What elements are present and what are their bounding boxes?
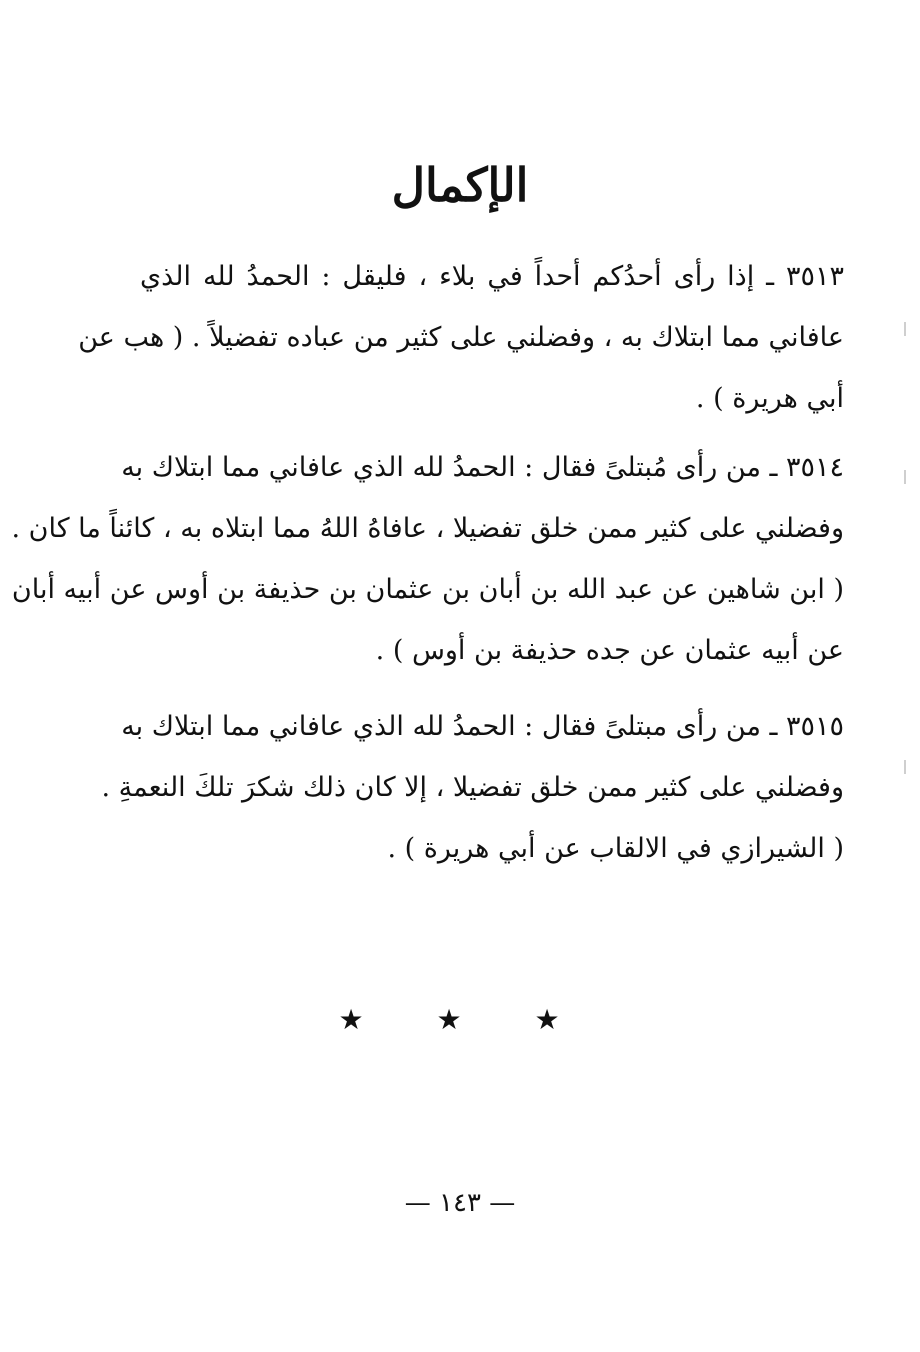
entry-line: ( ابن شاهين عن عبد الله بن أبان بن عثمان بن حذيفة بن أوس عن أبيه أبان <box>11 574 844 605</box>
hadith-entry-3513 <box>78 246 844 429</box>
entry-line: وفضلني على كثير ممن خلق تفضيلا ، عافاهُ اللهُ مما ابتلاه به ، كائناً ما كان . <box>11 513 844 544</box>
entry-line: أبي هريرة ) . <box>695 383 844 414</box>
scan-margin-mark <box>904 760 906 774</box>
entry-line: عافاني مما ابتلاك به ، وفضلني على كثير من عباده تفضيلاً . ( هب عن <box>78 322 844 353</box>
entry-line: ٣٥١٥ ـ من رأى مبتلىً فقال : الحمدُ لله الذي عافاني مما ابتلاك به <box>121 711 844 742</box>
entry-line: ( الشيرازي في الالقاب عن أبي هريرة ) . <box>387 833 844 864</box>
hadith-entry-3514 <box>11 437 844 681</box>
hadith-entry-3515 <box>101 696 844 879</box>
entry-line: ٣٥١٣ ـ إذا رأى أحدُكم أحداً في بلاء ، فليقل : الحمدُ لله الذي <box>140 261 844 292</box>
scan-margin-mark <box>904 470 906 484</box>
section-ornament: ★ ★ ★ <box>338 1003 592 1036</box>
entry-line: وفضلني على كثير ممن خلق تفضيلا ، إلا كان ذلك شكرَ تلكَ النعمةِ . <box>101 772 844 803</box>
entry-line: ٣٥١٤ ـ من رأى مُبتلىً فقال : الحمدُ لله الذي عافاني مما ابتلاك به <box>121 452 844 483</box>
scan-margin-mark <box>904 322 906 336</box>
chapter-heading: الإكمال <box>391 158 529 212</box>
entry-line: عن أبيه عثمان عن جده حذيفة بن أوس ) . <box>375 635 844 666</box>
page-number: — ١٤٣ — <box>404 1188 516 1218</box>
